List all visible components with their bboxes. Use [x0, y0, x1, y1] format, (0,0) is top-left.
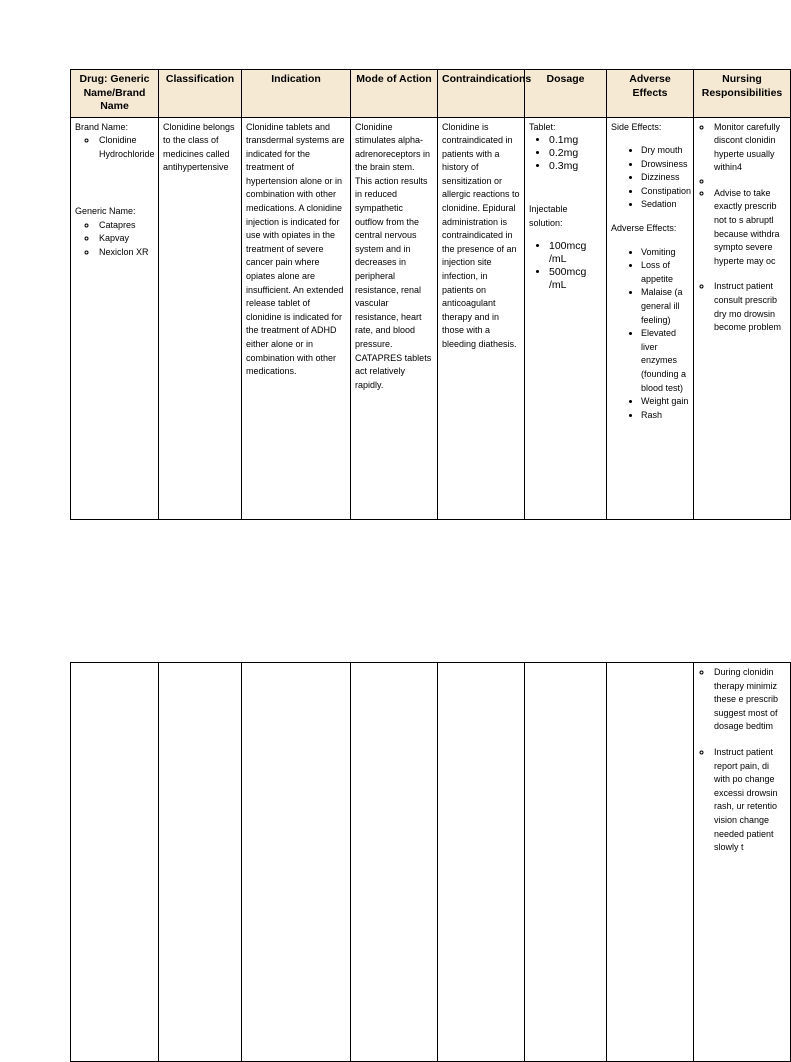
adverse-effects-list — [611, 246, 689, 423]
header-adverse-effects: Adverse Effects — [607, 70, 694, 118]
list-item: • Elevated liver enzymes (founding a blood test) — [641, 327, 689, 395]
list-item — [712, 175, 786, 187]
list-item: ◦ Clonidine Hydrochloride — [97, 134, 154, 161]
list-item: • 500mcg /mL — [549, 266, 602, 292]
header-classification: Classification — [159, 70, 242, 118]
classification-cell: Clonidine belongs to the class of medicines called antihypertensive — [159, 117, 242, 519]
tablet-list — [529, 134, 602, 173]
list-item: ◦ Instruct patient report pain, di with po change excessi drowsin rash, ur retentio vision change needed patient slowly t — [712, 746, 786, 855]
list-item: • Weight gain — [641, 395, 689, 409]
continued-row — [71, 663, 791, 1062]
header-nursing: Nursing Responsibilities — [694, 70, 791, 118]
list-item: • 0.1mg — [549, 134, 602, 147]
drug-cell — [71, 117, 159, 519]
list-item: ◦ Monitor carefully discont clonidin hyperte usually within4 — [712, 121, 786, 175]
brand-label: Brand Name: — [75, 121, 129, 132]
list-item: ◦ Catapres — [97, 219, 154, 233]
adverse-cell-continued — [607, 663, 694, 1062]
list-item: ◦ Kapvay — [97, 232, 154, 246]
list-item: • Vomiting — [641, 246, 689, 260]
dosage-cell — [525, 117, 607, 519]
list-item: • 100mcg /mL — [549, 240, 602, 266]
mode-of-action-cell: Clonidine stimulates alpha-adrenoreceptors in the brain stem. This action results in reduced sympathetic outflow from the central nervous system and in decreases in peripheral resistance, renal vascular resistance, heart rate, and blood pressure. CATAPRES tablets act relatively rapidly. — [351, 117, 438, 519]
list-item: ◦ During clonidin therapy minimiz these e prescrib suggest most of dosage bedtim — [712, 666, 786, 734]
nursing-cell — [694, 117, 791, 519]
list-item: • Rash — [641, 409, 689, 423]
list-item: • Malaise (a general ill feeling) — [641, 286, 689, 327]
content-row — [71, 117, 791, 519]
nursing-cell-continued — [694, 663, 791, 1062]
adverse-effects-label: Adverse Effects: — [611, 223, 677, 234]
header-drug: Drug: Generic Name/Brand Name — [71, 70, 159, 118]
header-indication: Indication — [242, 70, 351, 118]
indication-cell: Clonidine tablets and transdermal systems are indicated for the treatment of hypertension alone or in combination with other medications. A clonidine injection is indicated for use with opiates in the treatment of severe cancer pain where opiates alone are insufficient. An extended release tablet of clonidine is indicated for the treatment of ADHD either alone or in combination with other medications. — [242, 117, 351, 519]
list-item: • Constipation — [641, 185, 689, 199]
drug-table-page-1 — [70, 69, 791, 520]
side-effects-label: Side Effects: — [611, 121, 662, 132]
list-item: ◦ Instruct patient consult prescrib dry mo drowsin become problem — [712, 280, 786, 334]
list-item: • Sedation — [641, 198, 689, 212]
side-effects-list — [611, 144, 692, 212]
generic-list — [75, 219, 154, 260]
drug-cell-continued — [71, 663, 159, 1062]
adverse-effects-cell — [607, 117, 694, 519]
contraindications-cell: Clonidine is contraindicated in patients with a history of sensitization or allergic reactions to clonidine. Epidural administration is contraindicated in the presence of an injection site infection, in patients on anticoagulant therapy and in those with a bleeding diathesis. — [438, 117, 525, 519]
list-item: ◦ Nexiclon XR — [97, 246, 154, 260]
header-mode-of-action: Mode of Action — [351, 70, 438, 118]
header-row — [71, 70, 791, 118]
list-item: • Loss of appetite — [641, 259, 689, 286]
indication-cell-continued — [242, 663, 351, 1062]
mode-cell-continued — [351, 663, 438, 1062]
list-item: • Dry mouth — [641, 144, 689, 158]
list-item: ◦ Advise to take exactly prescrib not to s abruptl because withdra sympto severe hyperte may oc — [712, 187, 786, 269]
tablet-label: Tablet: — [529, 121, 556, 132]
drug-table-page-2 — [70, 662, 791, 1062]
list-item: • 0.2mg — [549, 147, 602, 160]
nursing-list — [698, 121, 786, 335]
contra-cell-continued — [438, 663, 525, 1062]
injectable-list — [529, 240, 602, 292]
injectable-label: Injectable solution: — [529, 204, 568, 228]
list-item: • Dizziness — [641, 171, 689, 185]
generic-label: Generic Name: — [75, 206, 136, 217]
list-item: • Drowsiness — [641, 158, 689, 172]
dosage-cell-continued — [525, 663, 607, 1062]
brand-list — [75, 134, 154, 161]
nursing-list-continued — [698, 666, 786, 855]
header-contraindications: Contraindications — [438, 70, 525, 118]
list-item: • 0.3mg — [549, 160, 602, 173]
classification-cell-continued — [159, 663, 242, 1062]
header-dosage: Dosage — [525, 70, 607, 118]
